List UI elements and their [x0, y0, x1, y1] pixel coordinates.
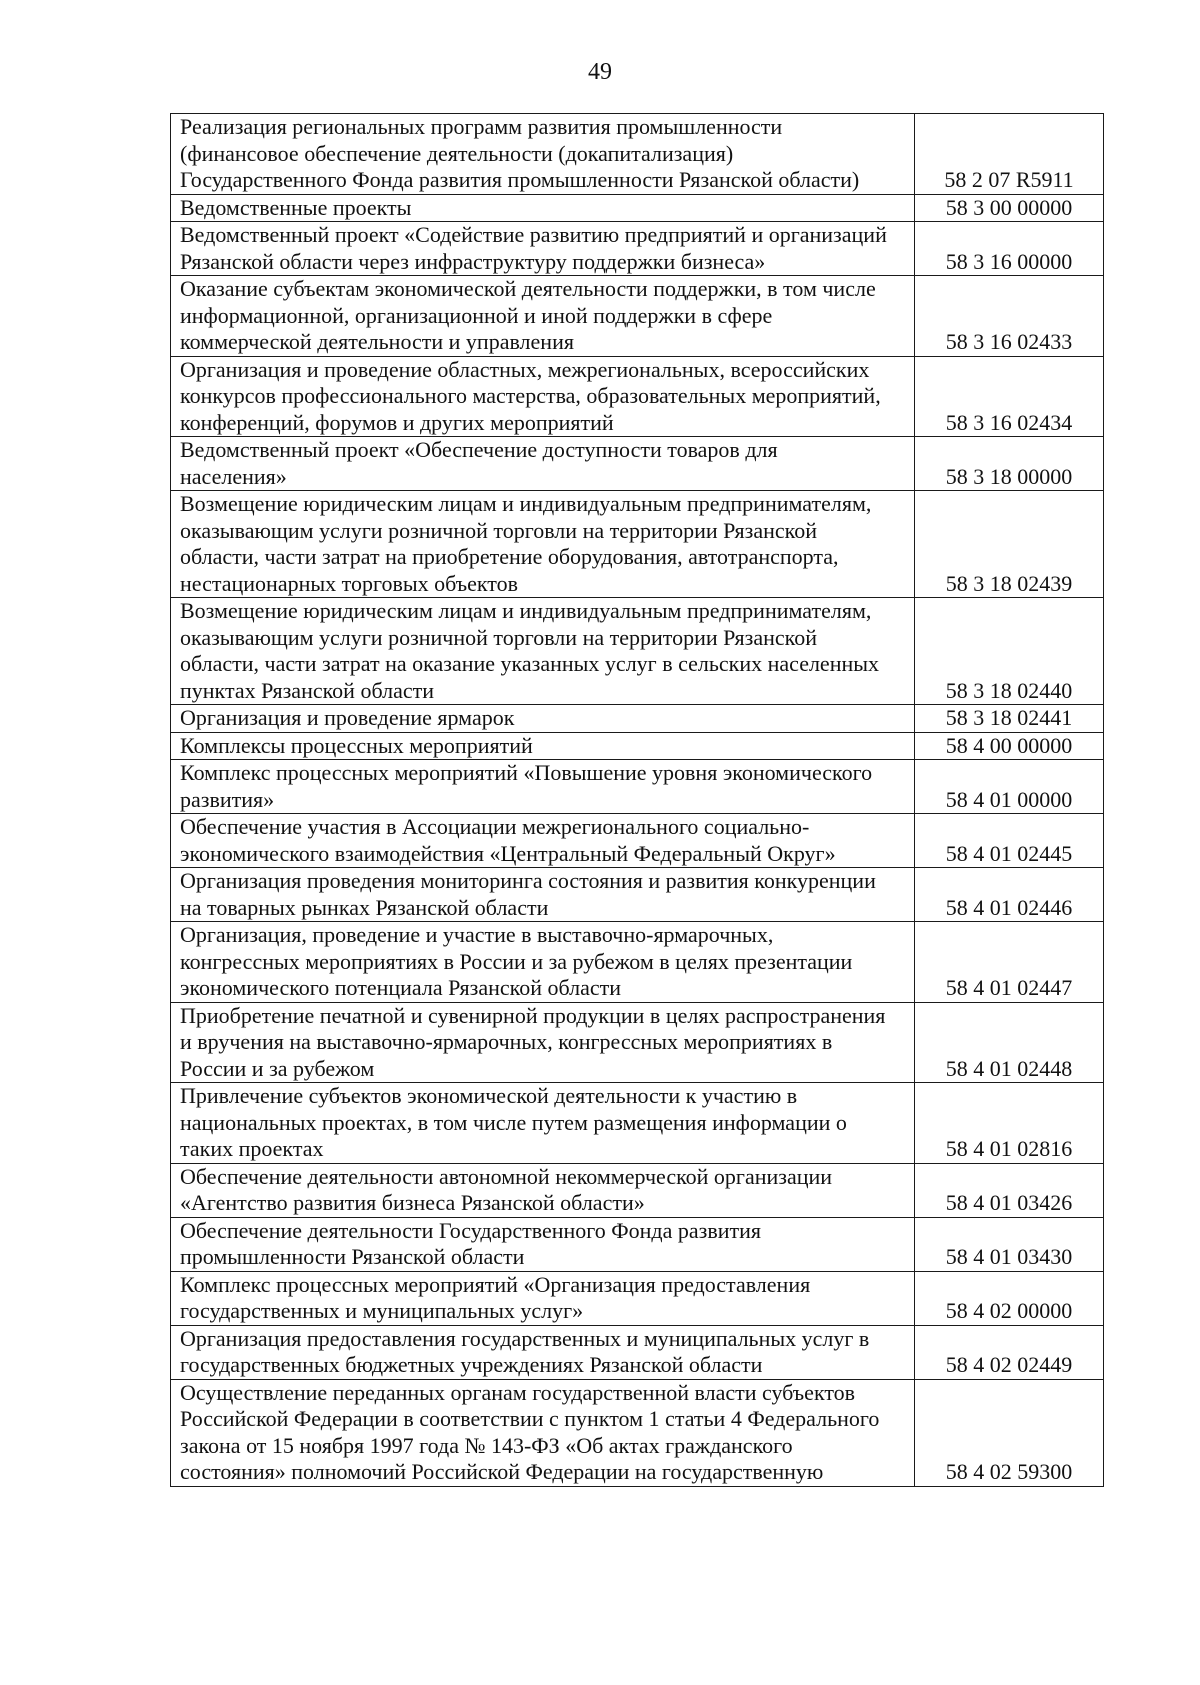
table-row: [171, 356, 1104, 437]
table-row: [171, 760, 1104, 814]
row-code-cell: 58 4 01 03426: [915, 1163, 1104, 1217]
table-row: [171, 1379, 1104, 1486]
row-name-cell: Комплексы процессных мероприятий: [171, 732, 915, 760]
row-name-cell: Комплекс процессных мероприятий «Повышение уровня экономического развития»: [171, 760, 915, 814]
row-name-cell: Организация, проведение и участие в выставочно-ярмарочных, конгрессных мероприятиях в России и за рубежом в целях презентации экономического потенциала Рязанской области: [171, 922, 915, 1003]
table-row: [171, 276, 1104, 357]
row-code-cell: 58 3 00 00000: [915, 194, 1104, 222]
row-name-cell: Комплекс процессных мероприятий «Организация предоставления государственных и муниципальных услуг»: [171, 1271, 915, 1325]
table-row: [171, 1163, 1104, 1217]
page-number: 49: [588, 59, 612, 85]
row-code-cell: 58 4 02 00000: [915, 1271, 1104, 1325]
row-code-cell: 58 4 02 59300: [915, 1379, 1104, 1486]
row-code-cell: 58 4 01 02447: [915, 922, 1104, 1003]
table-row: [171, 922, 1104, 1003]
row-code-cell: 58 4 01 03430: [915, 1217, 1104, 1271]
budget-code-table: [170, 113, 1104, 1487]
row-code-cell: 58 4 02 02449: [915, 1325, 1104, 1379]
table-row: [171, 1002, 1104, 1083]
row-code-cell: 58 3 18 02439: [915, 491, 1104, 598]
row-code-cell: 58 4 01 02446: [915, 868, 1104, 922]
table-row: [171, 222, 1104, 276]
row-code-cell: 58 3 16 00000: [915, 222, 1104, 276]
row-name-cell: Обеспечение деятельности Государственного Фонда развития промышленности Рязанской области: [171, 1217, 915, 1271]
row-code-cell: 58 3 18 02441: [915, 705, 1104, 733]
table-row: [171, 1325, 1104, 1379]
row-code-cell: 58 4 01 02448: [915, 1002, 1104, 1083]
row-code-cell: 58 4 01 00000: [915, 760, 1104, 814]
table-row: [171, 114, 1104, 195]
row-code-cell: 58 4 01 02816: [915, 1083, 1104, 1164]
row-name-cell: Возмещение юридическим лицам и индивидуальным предпринимателям, оказывающим услуги розничной торговли на территории Рязанской области, части затрат на оказание указанных услуг в сельских населенных пунктах Рязанской области: [171, 598, 915, 705]
table-row: [171, 1083, 1104, 1164]
table-row: [171, 732, 1104, 760]
table-row: [171, 868, 1104, 922]
row-name-cell: Возмещение юридическим лицам и индивидуальным предпринимателям, оказывающим услуги розничной торговли на территории Рязанской области, части затрат на приобретение оборудования, автотранспорта, нестационарных торговых объектов: [171, 491, 915, 598]
row-name-cell: Ведомственные проекты: [171, 194, 915, 222]
row-code-cell: 58 3 18 00000: [915, 437, 1104, 491]
row-code-cell: 58 4 00 00000: [915, 732, 1104, 760]
row-code-cell: 58 2 07 R5911: [915, 114, 1104, 195]
row-name-cell: Обеспечение участия в Ассоциации межрегионального социально- экономического взаимодействия «Центральный Федеральный Округ»: [171, 814, 915, 868]
table-row: [171, 705, 1104, 733]
row-name-cell: Организация и проведение областных, межрегиональных, всероссийских конкурсов профессионального мастерства, образовательных мероприятий, конференций, форумов и других мероприятий: [171, 356, 915, 437]
row-name-cell: Организация и проведение ярмарок: [171, 705, 915, 733]
table-body: [171, 114, 1104, 1487]
row-code-cell: 58 3 16 02433: [915, 276, 1104, 357]
row-code-cell: 58 3 18 02440: [915, 598, 1104, 705]
row-name-cell: Организация проведения мониторинга состояния и развития конкуренции на товарных рынках Рязанской области: [171, 868, 915, 922]
row-name-cell: Обеспечение деятельности автономной некоммерческой организации «Агентство развития бизнеса Рязанской области»: [171, 1163, 915, 1217]
row-name-cell: Реализация региональных программ развития промышленности (финансовое обеспечение деятельности (докапитализация) Государственного Фонда развития промышленности Рязанской области): [171, 114, 915, 195]
row-name-cell: Ведомственный проект «Содействие развитию предприятий и организаций Рязанской области через инфраструктуру поддержки бизнеса»: [171, 222, 915, 276]
row-name-cell: Привлечение субъектов экономической деятельности к участию в национальных проектах, в том числе путем размещения информации о таких проектах: [171, 1083, 915, 1164]
row-code-cell: 58 4 01 02445: [915, 814, 1104, 868]
row-name-cell: Ведомственный проект «Обеспечение доступности товаров для населения»: [171, 437, 915, 491]
table-row: [171, 814, 1104, 868]
row-name-cell: Оказание субъектам экономической деятельности поддержки, в том числе информационной, организационной и иной поддержки в сфере коммерческой деятельности и управления: [171, 276, 915, 357]
table-row: [171, 491, 1104, 598]
table-row: [171, 598, 1104, 705]
row-code-cell: 58 3 16 02434: [915, 356, 1104, 437]
table-row: [171, 1217, 1104, 1271]
row-name-cell: Осуществление переданных органам государственной власти субъектов Российской Федерации в соответствии с пунктом 1 статьи 4 Федерального закона от 15 ноября 1997 года № 143-ФЗ «Об актах гражданского состояния» полномочий Российской Федерации на государственную: [171, 1379, 915, 1486]
table-row: [171, 437, 1104, 491]
row-name-cell: Организация предоставления государственных и муниципальных услуг в государственных бюджетных учреждениях Рязанской области: [171, 1325, 915, 1379]
row-name-cell: Приобретение печатной и сувенирной продукции в целях распространения и вручения на выставочно-ярмарочных, конгрессных мероприятиях в России и за рубежом: [171, 1002, 915, 1083]
table-row: [171, 1271, 1104, 1325]
table-row: [171, 194, 1104, 222]
